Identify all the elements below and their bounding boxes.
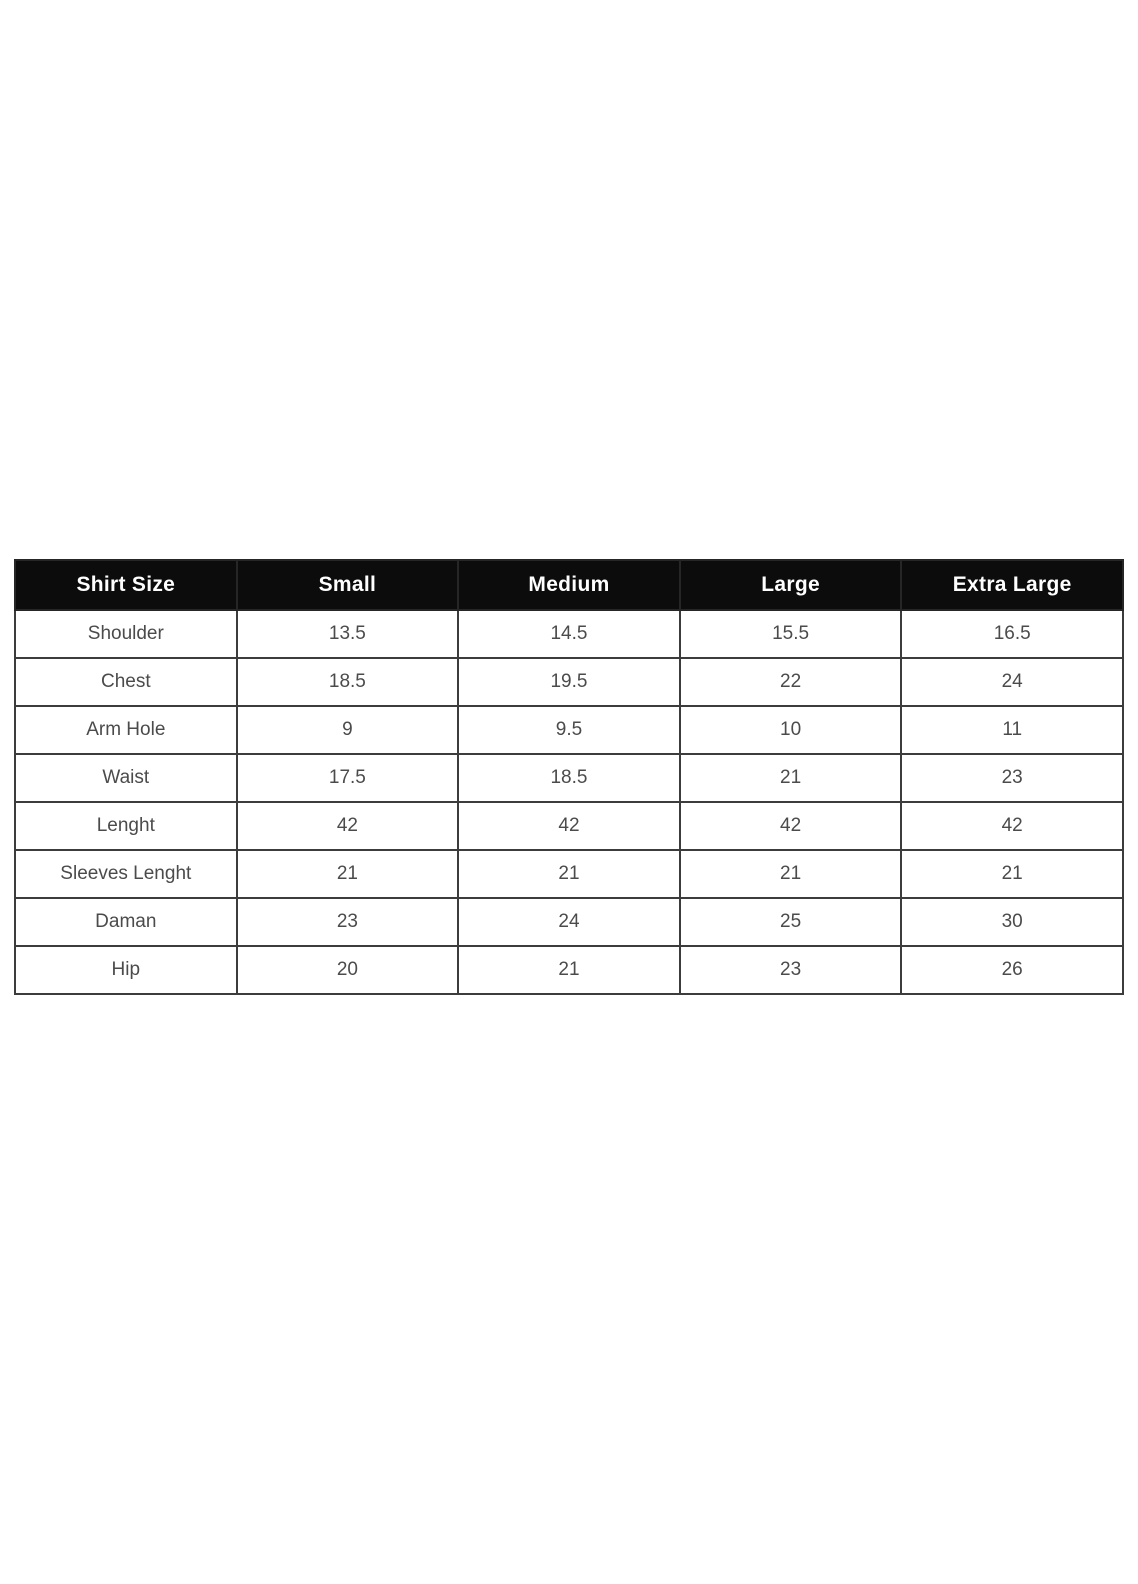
value-cell: 24 — [901, 658, 1123, 706]
value-cell: 20 — [237, 946, 459, 994]
value-cell: 18.5 — [237, 658, 459, 706]
table-row-arm-hole — [15, 706, 1123, 754]
value-cell: 23 — [237, 898, 459, 946]
value-cell: 10 — [680, 706, 902, 754]
header-cell-extra-large: Extra Large — [901, 560, 1123, 610]
table-row-shoulder — [15, 610, 1123, 658]
value-cell: 13.5 — [237, 610, 459, 658]
table-row-sleeves-lenght — [15, 850, 1123, 898]
size-chart-container — [14, 559, 1124, 995]
value-cell: 17.5 — [237, 754, 459, 802]
size-chart-table — [14, 559, 1124, 995]
value-cell: 21 — [680, 754, 902, 802]
value-cell: 21 — [458, 850, 680, 898]
row-label-cell: Daman — [15, 898, 237, 946]
value-cell: 21 — [901, 850, 1123, 898]
row-label-cell: Lenght — [15, 802, 237, 850]
table-row-lenght — [15, 802, 1123, 850]
value-cell: 9 — [237, 706, 459, 754]
header-cell-large: Large — [680, 560, 902, 610]
value-cell: 22 — [680, 658, 902, 706]
row-label-cell: Waist — [15, 754, 237, 802]
row-label-cell: Shoulder — [15, 610, 237, 658]
value-cell: 26 — [901, 946, 1123, 994]
table-body — [15, 610, 1123, 994]
row-label-cell: Sleeves Lenght — [15, 850, 237, 898]
header-cell-small: Small — [237, 560, 459, 610]
row-label-cell: Hip — [15, 946, 237, 994]
row-label-cell: Arm Hole — [15, 706, 237, 754]
value-cell: 19.5 — [458, 658, 680, 706]
row-label-cell: Chest — [15, 658, 237, 706]
value-cell: 15.5 — [680, 610, 902, 658]
value-cell: 23 — [901, 754, 1123, 802]
header-cell-medium: Medium — [458, 560, 680, 610]
table-header — [15, 560, 1123, 610]
value-cell: 21 — [680, 850, 902, 898]
value-cell: 23 — [680, 946, 902, 994]
header-cell-shirt-size: Shirt Size — [15, 560, 237, 610]
table-row-daman — [15, 898, 1123, 946]
value-cell: 9.5 — [458, 706, 680, 754]
header-row — [15, 560, 1123, 610]
value-cell: 21 — [237, 850, 459, 898]
table-row-hip — [15, 946, 1123, 994]
value-cell: 30 — [901, 898, 1123, 946]
table-row-chest — [15, 658, 1123, 706]
table-row-waist — [15, 754, 1123, 802]
value-cell: 14.5 — [458, 610, 680, 658]
value-cell: 18.5 — [458, 754, 680, 802]
value-cell: 24 — [458, 898, 680, 946]
value-cell: 25 — [680, 898, 902, 946]
value-cell: 42 — [680, 802, 902, 850]
value-cell: 42 — [901, 802, 1123, 850]
value-cell: 21 — [458, 946, 680, 994]
value-cell: 11 — [901, 706, 1123, 754]
value-cell: 42 — [458, 802, 680, 850]
value-cell: 42 — [237, 802, 459, 850]
value-cell: 16.5 — [901, 610, 1123, 658]
